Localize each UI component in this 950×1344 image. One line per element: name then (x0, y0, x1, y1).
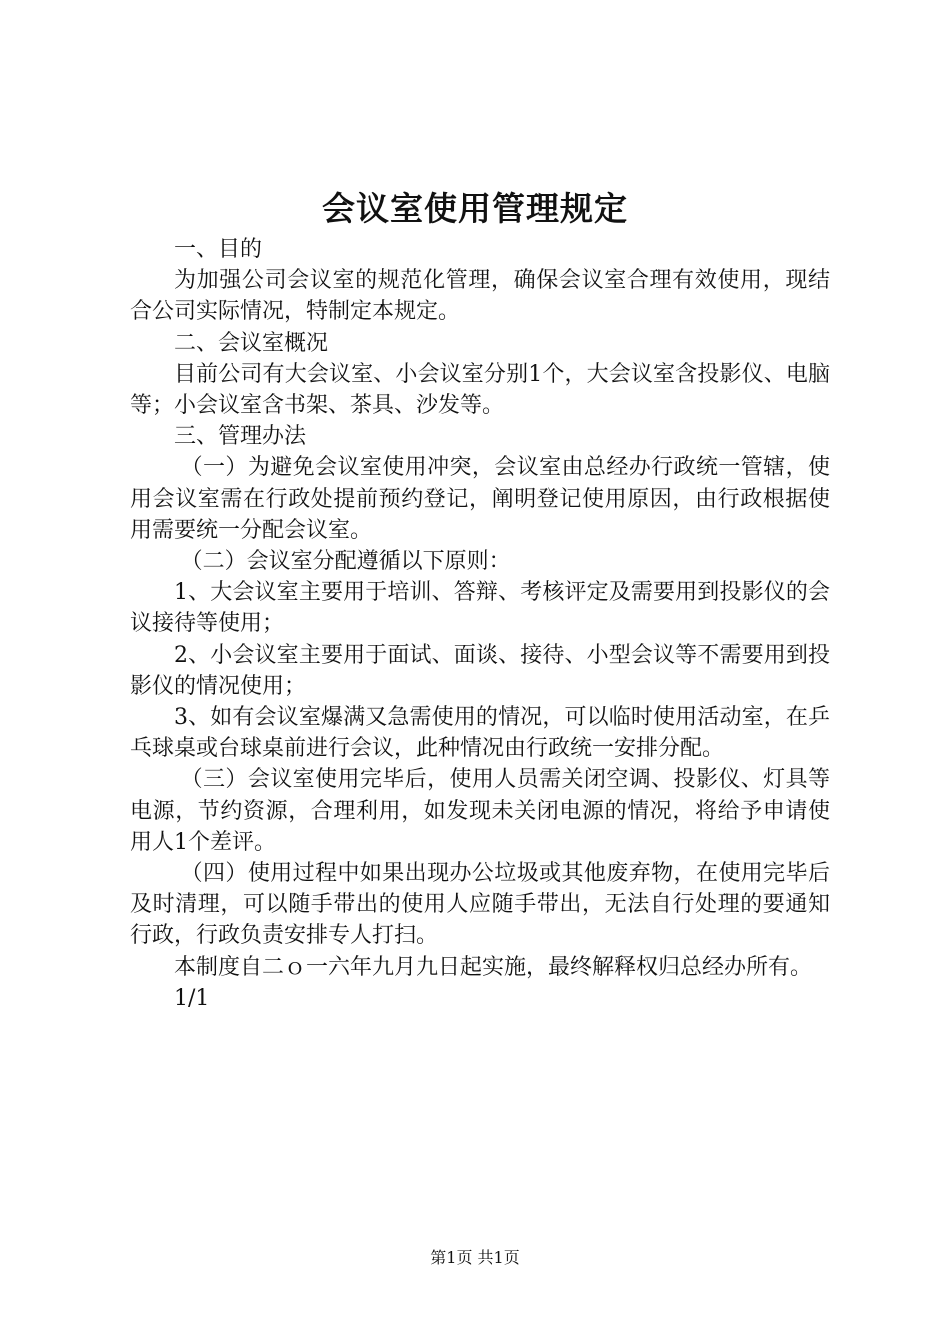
page-footer: 第1页 共1页 (430, 1248, 520, 1267)
paragraph-rule-3: （三）会议室使用完毕后，使用人员需关闭空调、投影仪、灯具等电源，节约资源，合理利用，如发现未关闭电源的情况，将给予申请使用人1个差评。 (130, 767, 830, 855)
section-heading-management: 三、管理办法 (174, 424, 307, 450)
document-title: 会议室使用管理规定 (322, 189, 628, 228)
paragraph-rule-4: （四）使用过程中如果出现办公垃圾或其他废弃物，在使用完毕后及时清理，可以随手带出的使用人应随手带出，无法自行处理的要通知行政，行政负责安排专人打扫。 (130, 861, 830, 949)
list-item-large-room: 1、大会议室主要用于培训、答辩、考核评定及需要用到投影仪的会议接待等使用； (130, 580, 830, 637)
paragraph-overview: 目前公司有大会议室、小会议室分别1个，大会议室含投影仪、电脑等；小会议室含书架、茶具、沙发等。 (130, 361, 830, 419)
section-heading-purpose: 一、目的 (174, 237, 263, 262)
section-heading-overview: 二、会议室概况 (174, 330, 329, 356)
document-body (130, 234, 830, 1014)
paragraph-rule-2: （二）会议室分配遵循以下原则： (180, 549, 511, 575)
paragraph-purpose: 为加强公司会议室的规范化管理，确保会议室合理有效使用，现结合公司实际情况，特制定本规定。 (130, 268, 830, 325)
list-item-small-room: 2、小会议室主要用于面试、面谈、接待、小型会议等不需要用到投影仪的情况使用； (130, 642, 830, 699)
paragraph-rule-1: （一）为避免会议室使用冲突，会议室由总经办行政统一管辖，使用会议室需在行政处提前预约登记，阐明登记使用原因，由行政根据使用需要统一分配会议室。 (130, 455, 830, 543)
page-fraction: 1/1 (174, 985, 210, 1011)
paragraph-effective-date: 本制度自二ｏ一六年九月九日起实施，最终解释权归总经办所有。 (174, 954, 813, 980)
list-item-overflow: 3、如有会议室爆满又急需使用的情况，可以临时使用活动室，在乒乓球桌或台球桌前进行会议，此种情况由行政统一安排分配。 (130, 705, 830, 762)
